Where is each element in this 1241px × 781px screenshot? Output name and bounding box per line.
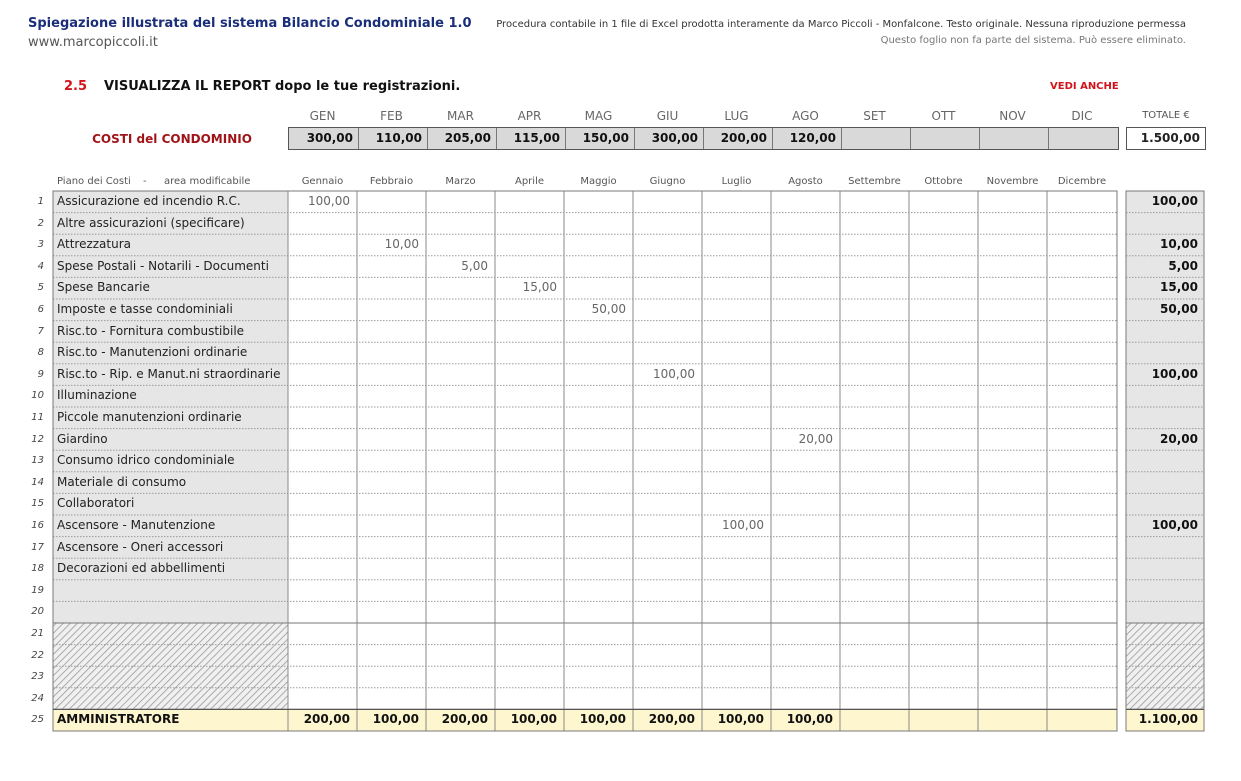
header-title: Spiegazione illustrata del sistema Bilancio Condominiale 1.0	[28, 16, 472, 31]
row-number: 11	[31, 412, 44, 423]
row-number: 7	[37, 325, 44, 337]
month-header-10: OTT	[931, 109, 956, 123]
month-long-header-9: Settembre	[848, 176, 901, 187]
row-number: 24	[31, 692, 44, 704]
plan-editable-note: area modificabile	[164, 176, 251, 187]
header-removable-note: Questo foglio non fa parte del sistema. Può essere eliminato.	[880, 35, 1186, 46]
month-long-header-3: Marzo	[445, 176, 476, 187]
costs-month-cell-2[interactable]: 110,00	[375, 131, 422, 145]
cost-item-label[interactable]: Risc.to - Manutenzioni ordinarie	[57, 345, 248, 360]
admin-row-label[interactable]: AMMINISTRATORE	[57, 712, 180, 727]
cost-item-label[interactable]: Ascensore - Oneri accessori	[57, 539, 224, 554]
row-number: 13	[31, 455, 44, 467]
month-header-12: DIC	[1071, 109, 1093, 123]
costs-total-value: 1.500,00	[1140, 131, 1200, 145]
month-long-header-12: Dicembre	[1057, 176, 1107, 187]
row-total-cell: 10,00	[1160, 237, 1198, 252]
header-url[interactable]: www.marcopiccoli.it	[28, 35, 158, 50]
row-number: 4	[37, 260, 44, 272]
month-header-9: SET	[863, 109, 886, 123]
row-number: 6	[37, 304, 44, 315]
month-header-8: AGO	[792, 109, 819, 123]
cost-item-label[interactable]: Risc.to - Rip. e Manut.ni straordinarie	[57, 366, 281, 381]
plan-label: Piano dei Costi	[57, 176, 131, 187]
cost-item-label[interactable]: Spese Bancarie	[57, 280, 150, 295]
month-header-7: LUG	[724, 109, 749, 123]
row-total-cell: 20,00	[1160, 431, 1198, 446]
row-number: 16	[31, 520, 44, 531]
row-total-cell: 15,00	[1160, 280, 1198, 295]
row-number: 21	[31, 628, 44, 639]
row-number: 14	[31, 476, 44, 488]
cost-item-label[interactable]: Giardino	[57, 431, 108, 446]
row-total-cell: 50,00	[1160, 302, 1198, 316]
row-total-cell: 1.100,00	[1138, 712, 1198, 727]
row-month-cell[interactable]: 200,00	[441, 712, 488, 727]
row-month-cell[interactable]: 100,00	[722, 518, 764, 532]
row-number: 5	[37, 282, 44, 294]
month-long-header-10: Ottobre	[924, 176, 963, 187]
row-month-cell[interactable]: 200,00	[648, 712, 695, 727]
row-number: 23	[31, 671, 44, 683]
costs-label: COSTI del CONDOMINIO	[92, 132, 252, 146]
row-month-cell[interactable]: 100,00	[786, 712, 833, 727]
row-number: 18	[31, 563, 44, 575]
row-month-cell[interactable]: 5,00	[461, 258, 488, 273]
cost-item-label[interactable]: Collaboratori	[57, 496, 135, 511]
cost-item-label[interactable]: Altre assicurazioni (specificare)	[57, 215, 245, 230]
month-header-6: GIU	[656, 109, 679, 123]
costs-month-cell-4[interactable]: 115,00	[513, 131, 560, 145]
row-number: 1	[37, 196, 44, 207]
row-number: 20	[31, 606, 44, 618]
row-total-cell: 5,00	[1168, 258, 1198, 273]
cost-item-label[interactable]: Risc.to - Fornitura combustibile	[57, 323, 245, 338]
cost-item-label[interactable]: Materiale di consumo	[57, 474, 187, 489]
month-long-header-8: Agosto	[788, 176, 823, 187]
row-month-cell[interactable]: 200,00	[303, 712, 350, 727]
month-header-5: MAG	[584, 109, 613, 123]
row-number: 8	[37, 347, 44, 359]
row-month-cell[interactable]: 100,00	[579, 712, 626, 727]
row-total-cell: 100,00	[1151, 194, 1198, 208]
header-procedure-note: Procedura contabile in 1 file di Excel prodotta interamente da Marco Piccoli - Monfalcone. Testo originale. Nessuna riproduzione permessa	[496, 19, 1186, 30]
row-month-cell[interactable]: 50,00	[591, 302, 626, 316]
row-number: 22	[31, 649, 44, 661]
section-title: VISUALIZZA IL REPORT dopo le tue registrazioni.	[104, 79, 461, 94]
row-number: 19	[31, 584, 44, 596]
row-number: 3	[37, 239, 44, 251]
row-number: 17	[31, 541, 44, 553]
row-total-cell: 100,00	[1151, 366, 1198, 381]
row-number: 9	[37, 368, 44, 380]
cost-item-label[interactable]: Attrezzatura	[57, 237, 132, 252]
costs-month-cell-6[interactable]: 300,00	[651, 131, 698, 145]
month-long-header-1: Gennaio	[301, 176, 344, 187]
row-month-cell[interactable]: 100,00	[308, 194, 350, 208]
cost-item-label[interactable]: Decorazioni ed abbellimenti	[57, 561, 226, 576]
row-number: 10	[31, 390, 44, 402]
month-long-header-6: Giugno	[649, 176, 686, 187]
month-long-header-5: Maggio	[580, 176, 617, 187]
total-column-label: TOTALE €	[1142, 110, 1190, 121]
month-header-1: GEN	[309, 109, 336, 123]
month-long-header-4: Aprile	[514, 176, 544, 187]
month-header-2: FEB	[380, 109, 403, 123]
month-long-header-7: Luglio	[721, 176, 752, 187]
row-month-cell[interactable]: 100,00	[372, 712, 419, 727]
cost-item-label[interactable]: Ascensore - Manutenzione	[57, 518, 216, 532]
cost-item-label[interactable]: Imposte e tasse condominiali	[57, 302, 233, 316]
row-number: 25	[31, 714, 44, 726]
row-number: 12	[31, 433, 44, 445]
cost-item-label[interactable]: Assicurazione ed incendio R.C.	[57, 194, 241, 208]
cost-item-label[interactable]: Piccole manutenzioni ordinarie	[57, 410, 242, 424]
costs-month-cell-8[interactable]: 120,00	[789, 131, 836, 145]
row-number: 15	[31, 498, 44, 510]
cost-item-label[interactable]: Consumo idrico condominiale	[57, 453, 235, 468]
month-long-header-11: Novembre	[986, 176, 1039, 187]
month-long-header-2: Febbraio	[369, 176, 414, 187]
see-also-link[interactable]: VEDI ANCHE	[1050, 81, 1119, 92]
row-month-cell[interactable]: 100,00	[510, 712, 557, 727]
costs-month-cell-3[interactable]: 205,00	[444, 131, 491, 145]
section-number: 2.5	[64, 79, 88, 94]
month-header-3: MAR	[447, 109, 474, 123]
row-month-cell[interactable]: 10,00	[384, 237, 419, 252]
row-month-cell[interactable]: 15,00	[522, 280, 557, 295]
month-header-11: NOV	[999, 109, 1026, 123]
costs-month-cell-1[interactable]: 300,00	[306, 131, 353, 145]
row-month-cell[interactable]: 100,00	[717, 712, 764, 727]
row-number: 2	[37, 217, 44, 229]
row-month-cell[interactable]: 100,00	[653, 366, 695, 381]
row-total-cell: 100,00	[1151, 518, 1198, 532]
row-month-cell[interactable]: 20,00	[798, 431, 833, 446]
month-header-4: APR	[517, 109, 542, 123]
cost-item-label[interactable]: Illuminazione	[57, 388, 137, 403]
costs-month-cell-5[interactable]: 150,00	[582, 131, 629, 145]
plan-separator: -	[143, 176, 147, 187]
costs-month-cell-7[interactable]: 200,00	[720, 131, 767, 145]
cost-item-label[interactable]: Spese Postali - Notarili - Documenti	[57, 258, 269, 273]
